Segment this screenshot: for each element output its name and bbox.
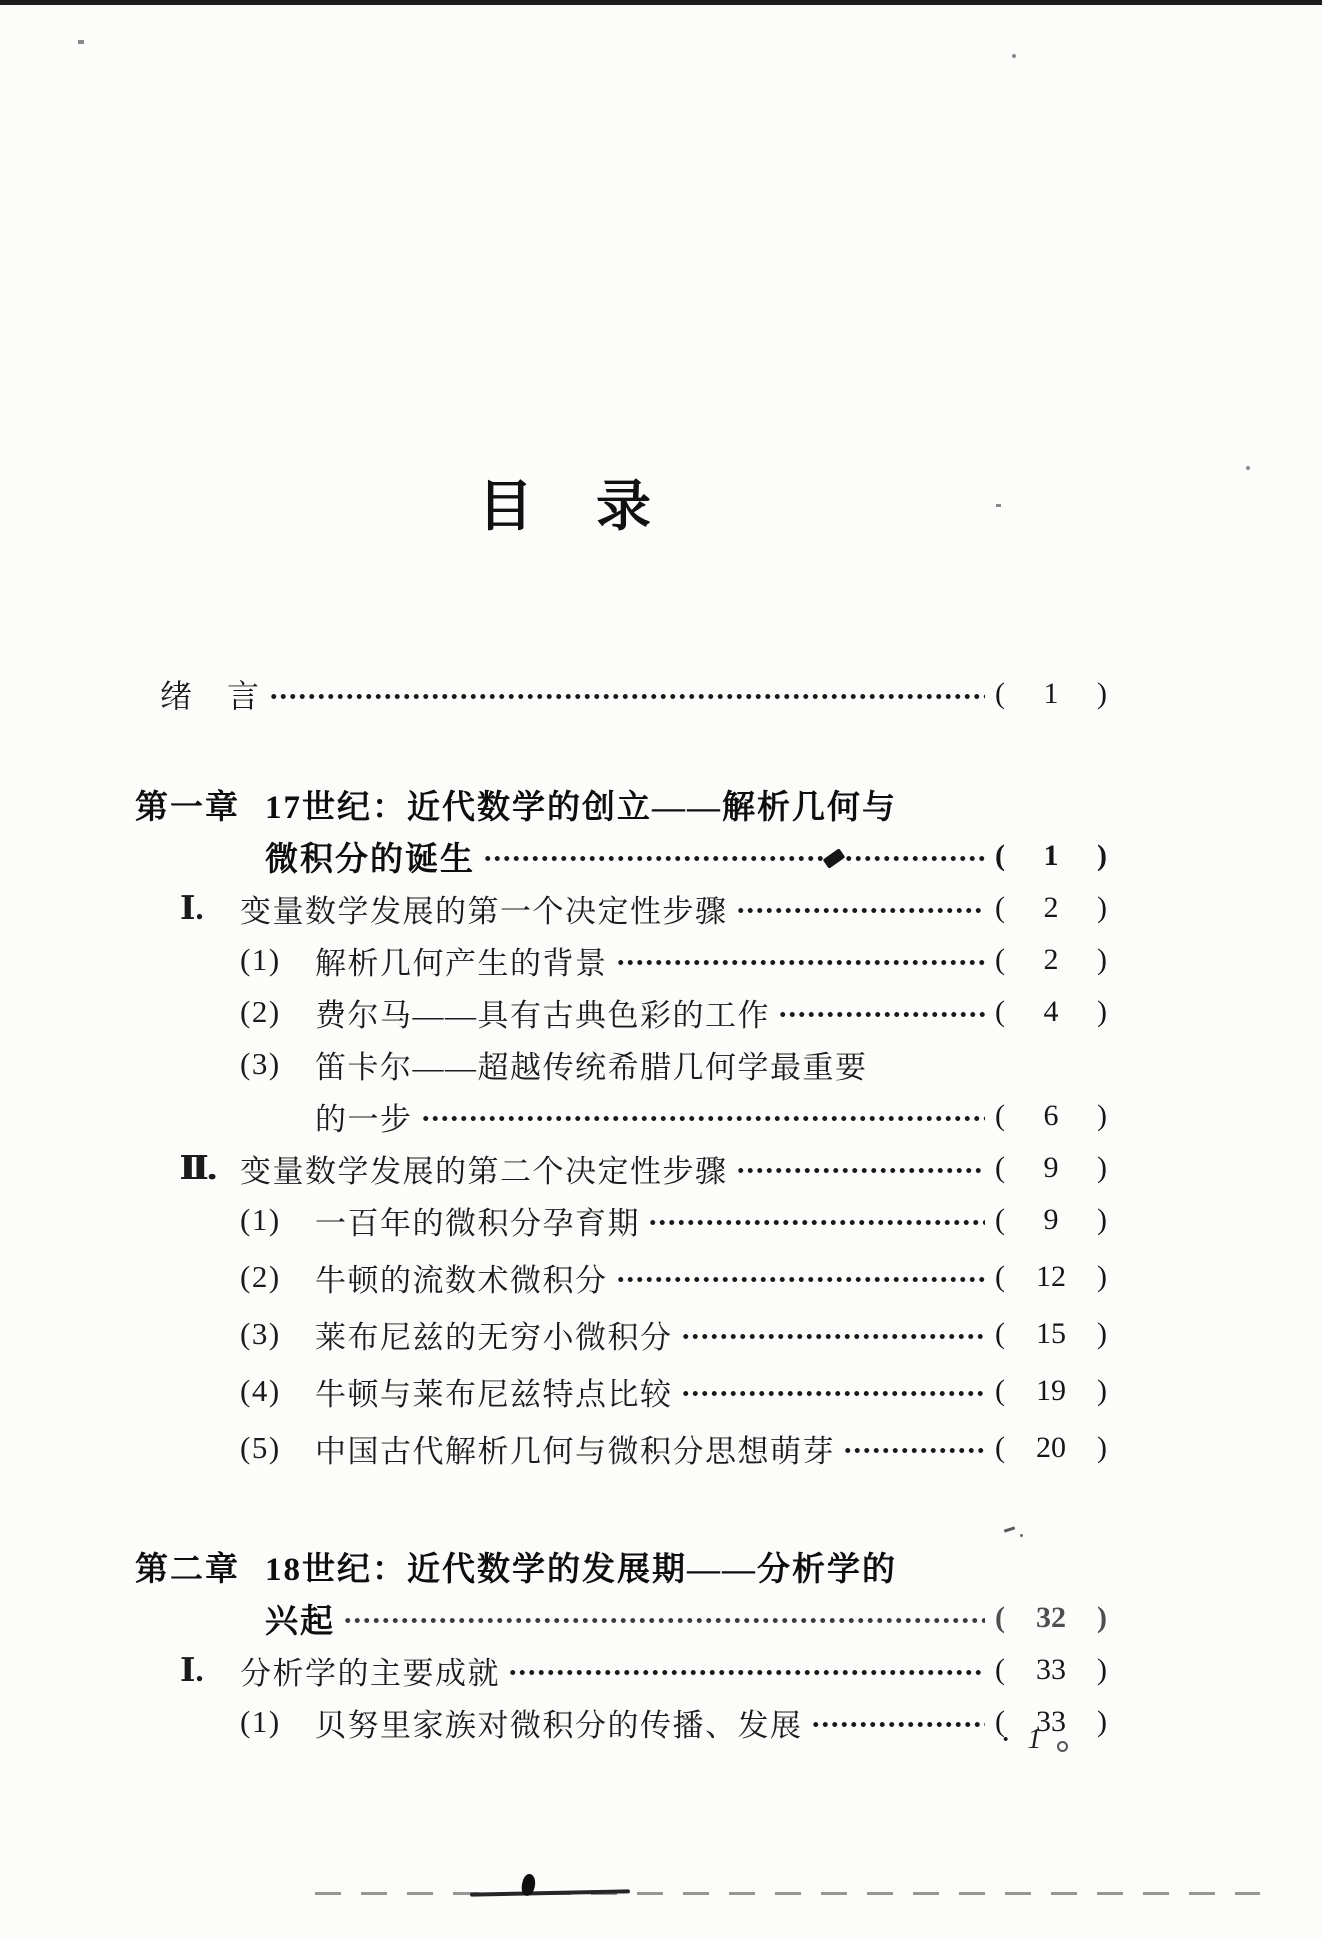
paren-close: )	[1097, 1317, 1107, 1350]
dot-leader	[343, 1616, 985, 1625]
toc-line	[135, 1251, 1107, 1303]
paren-open: (	[995, 677, 1005, 710]
scan-speck	[996, 504, 1001, 507]
page-number-value: 2	[1043, 891, 1059, 924]
toc-line-text: 中国古代解析几何与微积分思想萌芽	[315, 1433, 835, 1469]
paren-open: (	[995, 1653, 1005, 1686]
page-number-value: 4	[1043, 995, 1059, 1028]
paren-open: (	[995, 1151, 1005, 1184]
page-title: 目 录	[478, 476, 656, 537]
toc-line	[135, 986, 1107, 1038]
streak-dark-segment	[470, 1889, 630, 1896]
paren-close: )	[1097, 839, 1107, 872]
bottom-scan-streak	[315, 1882, 1260, 1902]
page-number-value: 1	[1043, 677, 1059, 710]
toc-line-text: 牛顿的流数术微积分	[315, 1262, 608, 1298]
dot-leader	[508, 1668, 985, 1677]
paren-open: (	[995, 1601, 1005, 1634]
paren-open: (	[995, 1317, 1005, 1350]
toc-line	[135, 1194, 1107, 1246]
toc-page-number	[995, 995, 1107, 1029]
toc-page-number	[995, 1203, 1107, 1237]
toc-line	[135, 668, 1107, 720]
toc-line-text: 17世纪：近代数学的创立——解析几何与	[265, 789, 897, 826]
toc-page-number	[995, 1601, 1107, 1635]
paren-open: (	[995, 891, 1005, 924]
scan-speck	[1246, 466, 1250, 470]
toc-line	[135, 1592, 1107, 1644]
toc-line	[135, 882, 1107, 934]
dot-leader	[736, 1166, 986, 1175]
paren-close: )	[1097, 677, 1107, 710]
dot-leader	[421, 1114, 986, 1123]
toc-line-text: 变量数学发展的第一个决定性步骤	[240, 893, 728, 929]
toc-line	[135, 1644, 1107, 1696]
toc-page-number	[995, 943, 1107, 977]
toc-line-prefix: Ⅰ.	[180, 891, 204, 927]
paren-open: (	[995, 1431, 1005, 1464]
paren-open: (	[995, 1705, 1005, 1738]
toc-page-number	[995, 1431, 1107, 1465]
toc-line	[135, 1422, 1107, 1474]
toc-page-number	[995, 1653, 1107, 1687]
toc-line-prefix: (2)	[240, 1259, 281, 1294]
toc-line-text: 变量数学发展的第二个决定性步骤	[240, 1153, 728, 1189]
toc-line-prefix: Ⅰ.	[180, 1653, 204, 1689]
page-number-value: 12	[1036, 1260, 1066, 1293]
toc-line-text: 兴起	[265, 1603, 335, 1640]
toc-line	[135, 1540, 1107, 1592]
dot-leader	[778, 1010, 985, 1019]
page-number-value: 9	[1043, 1203, 1059, 1236]
toc-line	[135, 830, 1107, 882]
scan-speck	[1012, 54, 1016, 58]
paren-close: )	[1097, 1151, 1107, 1184]
toc-line-text: 贝努里家族对微积分的传播、发展	[315, 1707, 803, 1743]
toc-line-text: 莱布尼兹的无穷小微积分	[315, 1319, 673, 1355]
toc-page-number	[995, 839, 1107, 873]
toc-line-text: 费尔马——具有古典色彩的工作	[315, 997, 770, 1033]
page-footer: · 1	[1000, 1724, 1068, 1756]
toc-line-prefix: (1)	[240, 1202, 281, 1237]
toc-line-prefix: (2)	[240, 994, 281, 1029]
dot-leader	[483, 854, 985, 863]
dot-leader	[811, 1720, 986, 1729]
toc-page-number	[995, 1099, 1107, 1133]
toc-line-prefix: (5)	[240, 1430, 281, 1465]
footer-page-number: 1	[1027, 1724, 1042, 1755]
toc-line-prefix: (4)	[240, 1373, 281, 1408]
toc-page-number	[995, 1260, 1107, 1294]
toc-line	[135, 1090, 1107, 1142]
toc-line	[135, 1365, 1107, 1417]
dot-leader	[843, 1446, 985, 1455]
page-number-value: 33	[1036, 1653, 1066, 1686]
toc-page-number	[995, 1374, 1107, 1408]
paren-open: (	[995, 839, 1005, 872]
paren-open: (	[995, 1374, 1005, 1407]
dot-leader	[616, 958, 986, 967]
paren-close: )	[1097, 891, 1107, 924]
toc-line	[135, 1696, 1107, 1748]
paren-open: (	[995, 1203, 1005, 1236]
toc-line	[135, 1142, 1107, 1194]
toc-line-prefix: (1)	[240, 942, 281, 977]
paren-close: )	[1097, 1601, 1107, 1634]
dot-leader	[681, 1389, 986, 1398]
toc-list	[135, 668, 1107, 1748]
toc-line-text: 解析几何产生的背景	[315, 945, 608, 981]
paren-close: )	[1097, 1099, 1107, 1132]
dot-leader	[616, 1275, 986, 1284]
paren-close: )	[1097, 1260, 1107, 1293]
paren-close: )	[1097, 1374, 1107, 1407]
toc-line	[135, 778, 1107, 830]
toc-line	[135, 1038, 1107, 1090]
toc-line-prefix: (1)	[240, 1704, 281, 1739]
toc-line-prefix: Ⅱ.	[180, 1151, 217, 1187]
paren-open: (	[995, 1099, 1005, 1132]
page-number-value: 20	[1036, 1431, 1066, 1464]
toc-line-text: 笛卡尔——超越传统希腊几何学最重要	[315, 1049, 868, 1085]
toc-line-prefix: 绪 言	[160, 678, 261, 714]
toc-page-number	[995, 1151, 1107, 1185]
footer-ink-mark	[1057, 1741, 1068, 1752]
dot-leader	[269, 692, 985, 701]
page-number-value: 1	[1043, 839, 1059, 872]
dot-leader	[681, 1332, 986, 1341]
paren-close: )	[1097, 1203, 1107, 1236]
dot-leader	[648, 1218, 985, 1227]
scan-speck	[78, 40, 84, 44]
page-number-value: 6	[1043, 1099, 1059, 1132]
toc-line-prefix: 第一章	[135, 789, 240, 826]
paren-open: (	[995, 943, 1005, 976]
page-number-value: 19	[1036, 1374, 1066, 1407]
page-number-value: 32	[1036, 1601, 1066, 1634]
toc-line-text: 牛顿与莱布尼兹特点比较	[315, 1376, 673, 1412]
page-number-value: 2	[1043, 943, 1059, 976]
toc-line-text: 分析学的主要成就	[240, 1655, 500, 1691]
dot-leader	[736, 906, 986, 915]
page-number-value: 9	[1043, 1151, 1059, 1184]
page-number-value: 15	[1036, 1317, 1066, 1350]
toc-page-number	[995, 1317, 1107, 1351]
paren-close: )	[1097, 1653, 1107, 1686]
toc-page-number	[995, 677, 1107, 711]
toc-line	[135, 1308, 1107, 1360]
toc-line	[135, 934, 1107, 986]
page-number-value: 33	[1036, 1705, 1066, 1738]
toc-line-text: 的一步	[315, 1101, 413, 1137]
toc-line-prefix: (3)	[240, 1046, 281, 1081]
paren-open: (	[995, 1260, 1005, 1293]
toc-line-text: 一百年的微积分孕育期	[315, 1205, 640, 1241]
paren-close: )	[1097, 995, 1107, 1028]
paren-close: )	[1097, 1431, 1107, 1464]
streak-dashes	[315, 1892, 1260, 1895]
scan-edge-strip	[0, 0, 1322, 5]
ink-mark-dot	[1020, 1534, 1023, 1537]
paren-close: )	[1097, 1705, 1107, 1738]
toc-line-prefix: 第二章	[135, 1551, 240, 1588]
toc-line-text: 微积分的诞生	[265, 841, 475, 878]
toc-page-number	[995, 891, 1107, 925]
paren-close: )	[1097, 943, 1107, 976]
toc-line-prefix: (3)	[240, 1316, 281, 1351]
paren-open: (	[995, 995, 1005, 1028]
toc-line-text: 18世纪：近代数学的发展期——分析学的	[265, 1551, 897, 1588]
